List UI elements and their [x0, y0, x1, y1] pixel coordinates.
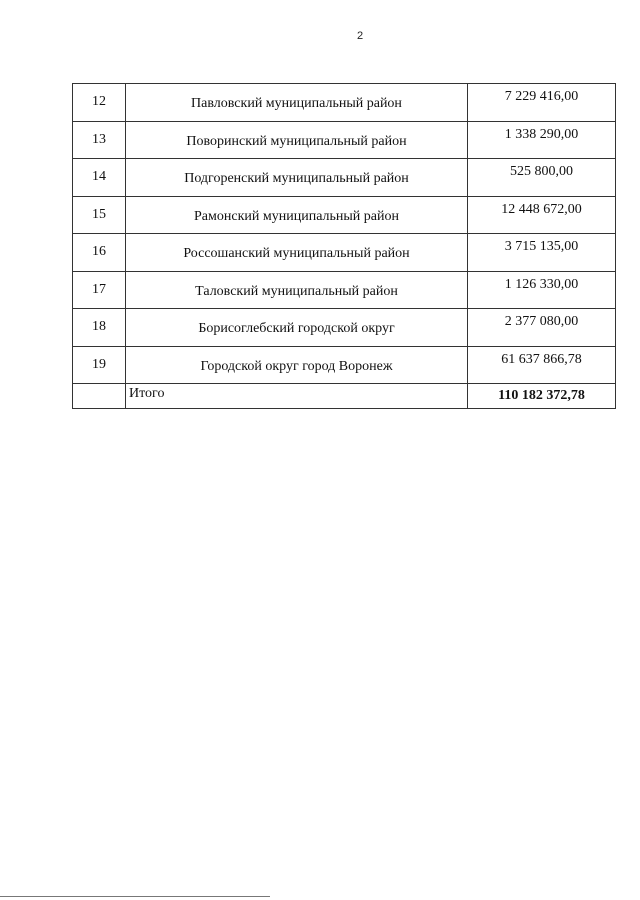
- amount-cell: 1 338 290,00: [468, 121, 616, 159]
- amount-cell: 7 229 416,00: [468, 84, 616, 122]
- amount-cell: 2 377 080,00: [468, 309, 616, 347]
- table-row: [73, 84, 616, 122]
- table-row: [73, 121, 616, 159]
- amount-cell: 12 448 672,00: [468, 196, 616, 234]
- row-number-cell: 18: [73, 309, 126, 347]
- amount-cell: 61 637 866,78: [468, 346, 616, 384]
- total-label-cell: Итого: [126, 384, 468, 409]
- row-number-cell: 13: [73, 121, 126, 159]
- table-body: [73, 84, 616, 409]
- municipality-name-cell: Поворинский муниципальный район: [126, 121, 468, 159]
- total-number-cell: [73, 384, 126, 409]
- page-bottom-line: [0, 896, 270, 897]
- table-row: [73, 309, 616, 347]
- row-number-cell: 17: [73, 271, 126, 309]
- amount-cell: 3 715 135,00: [468, 234, 616, 272]
- municipality-name-cell: Городской округ город Воронеж: [126, 346, 468, 384]
- table-row: [73, 196, 616, 234]
- total-row: [73, 384, 616, 409]
- row-number-cell: 19: [73, 346, 126, 384]
- allocation-table: [72, 83, 616, 409]
- table-row: [73, 271, 616, 309]
- table-row: [73, 234, 616, 272]
- municipality-name-cell: Рамонский муниципальный район: [126, 196, 468, 234]
- municipality-name-cell: Павловский муниципальный район: [126, 84, 468, 122]
- row-number-cell: 15: [73, 196, 126, 234]
- municipality-name-cell: Борисоглебский городской округ: [126, 309, 468, 347]
- table-row: [73, 159, 616, 197]
- table-row: [73, 346, 616, 384]
- total-amount-cell: 110 182 372,78: [468, 384, 616, 409]
- municipality-name-cell: Таловский муниципальный район: [126, 271, 468, 309]
- page-number: 2: [356, 30, 364, 42]
- amount-cell: 525 800,00: [468, 159, 616, 197]
- row-number-cell: 12: [73, 84, 126, 122]
- row-number-cell: 16: [73, 234, 126, 272]
- row-number-cell: 14: [73, 159, 126, 197]
- amount-cell: 1 126 330,00: [468, 271, 616, 309]
- municipality-name-cell: Подгоренский муниципальный район: [126, 159, 468, 197]
- municipality-name-cell: Россошанский муниципальный район: [126, 234, 468, 272]
